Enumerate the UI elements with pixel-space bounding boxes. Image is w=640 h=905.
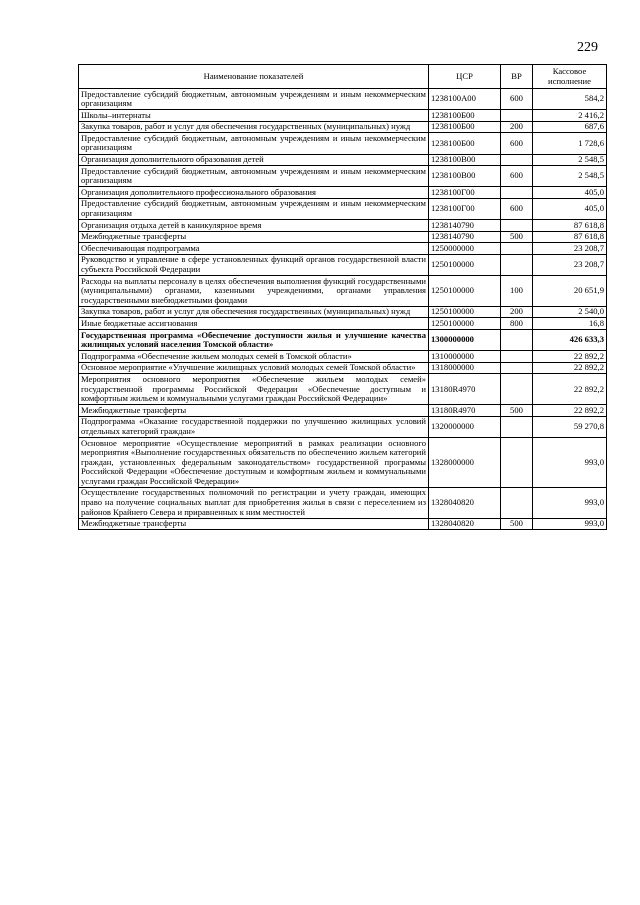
table-row xyxy=(79,487,607,518)
row-name: Предоставление субсидий бюджетным, автономным учреждениям и иным некоммерческим организациям xyxy=(79,198,429,219)
row-csr: 1328000000 xyxy=(429,438,501,488)
row-amount: 993,0 xyxy=(533,438,607,488)
row-vr xyxy=(501,438,533,488)
table-row xyxy=(79,121,607,133)
row-amount: 20 651,9 xyxy=(533,276,607,307)
table-row xyxy=(79,276,607,307)
row-csr: 1328040820 xyxy=(429,487,501,518)
row-csr: 1250000000 xyxy=(429,243,501,255)
table-row xyxy=(79,351,607,363)
row-vr xyxy=(501,487,533,518)
row-vr: 500 xyxy=(501,518,533,530)
row-amount: 426 633,3 xyxy=(533,330,607,351)
page-number: 229 xyxy=(577,40,598,55)
row-name: Закупка товаров, работ и услуг для обеспечения государственных (муниципальных) нужд xyxy=(79,306,429,318)
row-name: Организация отдыха детей в каникулярное время xyxy=(79,220,429,232)
row-vr: 600 xyxy=(501,133,533,154)
row-name: Основное мероприятие «Осуществление мероприятий в рамках реализации основного мероприятия «Выполнение государственных обязательств по обеспечению жильем категорий граждан, установленных федеральным законодательством» государственной программы Российской Федерации «Обеспечение доступным и комфортным жильем и коммунальными услугами граждан Российской Федерации» xyxy=(79,438,429,488)
row-csr: 1238140790 xyxy=(429,220,501,232)
row-csr: 1238100А00 xyxy=(429,89,501,110)
table-row xyxy=(79,518,607,530)
row-amount: 2 416,2 xyxy=(533,110,607,122)
row-csr: 1250100000 xyxy=(429,318,501,330)
row-name: Основное мероприятие «Улучшение жилищных условий молодых семей Томской области» xyxy=(79,362,429,374)
row-amount: 687,6 xyxy=(533,121,607,133)
table-row xyxy=(79,154,607,166)
table-row xyxy=(79,306,607,318)
row-amount: 22 892,2 xyxy=(533,351,607,363)
table-row xyxy=(79,374,607,405)
row-name: Осуществление государственных полномочий по регистрации и учету граждан, имеющих право на получение социальных выплат для приобретения жилья в связи с переселением из районов Крайнего Севера и приравненных к ним местностей xyxy=(79,487,429,518)
table-row xyxy=(79,198,607,219)
row-vr xyxy=(501,330,533,351)
row-csr: 1310000000 xyxy=(429,351,501,363)
header-csr: ЦСР xyxy=(429,65,501,89)
row-name: Мероприятия основного мероприятия «Обеспечение жильем молодых семей» государственной программы Российской Федерации «Обеспечение доступным и комфортным жильем и коммунальными услугами граждан Российской Федерации» xyxy=(79,374,429,405)
row-name: Расходы на выплаты персоналу в целях обеспечения выполнения функций государственными (муниципальными) органами, казенными учреждениями, органами управления государственными внебюджетными фондами xyxy=(79,276,429,307)
row-amount: 16,8 xyxy=(533,318,607,330)
table-row xyxy=(79,243,607,255)
row-vr xyxy=(501,110,533,122)
row-amount: 59 270,8 xyxy=(533,416,607,437)
header-name: Наименование показателей xyxy=(79,65,429,89)
row-amount: 2 548,5 xyxy=(533,154,607,166)
row-name: Руководство и управление в сфере установленных функций органов государственной власти субъекта Российской Федерации xyxy=(79,254,429,275)
table-row xyxy=(79,110,607,122)
row-vr: 600 xyxy=(501,166,533,187)
row-csr: 1238100Б00 xyxy=(429,133,501,154)
row-csr: 1318000000 xyxy=(429,362,501,374)
row-amount: 405,0 xyxy=(533,187,607,199)
row-csr: 1328040820 xyxy=(429,518,501,530)
table-row xyxy=(79,166,607,187)
row-csr: 1238100Б00 xyxy=(429,121,501,133)
row-csr: 1238100Б00 xyxy=(429,110,501,122)
row-vr xyxy=(501,243,533,255)
row-csr: 1238100Г00 xyxy=(429,198,501,219)
row-vr: 800 xyxy=(501,318,533,330)
row-name: Подпрограмма «Обеспечение жильем молодых семей в Томской области» xyxy=(79,351,429,363)
table-row xyxy=(79,133,607,154)
row-amount: 993,0 xyxy=(533,518,607,530)
row-csr: 1238140790 xyxy=(429,231,501,243)
row-name: Организация дополнительного образования детей xyxy=(79,154,429,166)
row-amount: 23 208,7 xyxy=(533,243,607,255)
row-vr: 200 xyxy=(501,121,533,133)
header-vr: ВР xyxy=(501,65,533,89)
row-amount: 22 892,2 xyxy=(533,374,607,405)
row-vr xyxy=(501,187,533,199)
row-vr: 200 xyxy=(501,306,533,318)
table-row xyxy=(79,187,607,199)
row-amount: 1 728,6 xyxy=(533,133,607,154)
table-row xyxy=(79,416,607,437)
row-amount: 23 208,7 xyxy=(533,254,607,275)
row-amount: 2 540,0 xyxy=(533,306,607,318)
row-csr: 1238100Г00 xyxy=(429,187,501,199)
table-body xyxy=(79,89,607,530)
row-name: Подпрограмма «Оказание государственной поддержки по улучшению жилищных условий отдельных категорий граждан» xyxy=(79,416,429,437)
table-row xyxy=(79,330,607,351)
row-vr xyxy=(501,351,533,363)
row-vr: 600 xyxy=(501,198,533,219)
table-row xyxy=(79,362,607,374)
budget-table xyxy=(78,64,607,530)
row-vr: 100 xyxy=(501,276,533,307)
row-csr: 1238100В00 xyxy=(429,166,501,187)
row-csr: 1250100000 xyxy=(429,254,501,275)
table-row xyxy=(79,220,607,232)
row-name: Межбюджетные трансферты xyxy=(79,405,429,417)
table-row xyxy=(79,231,607,243)
row-vr xyxy=(501,254,533,275)
row-amount: 2 548,5 xyxy=(533,166,607,187)
table-header-row xyxy=(79,65,607,89)
row-name: Предоставление субсидий бюджетным, автономным учреждениям и иным некоммерческим организациям xyxy=(79,166,429,187)
row-csr: 13180R4970 xyxy=(429,374,501,405)
row-csr: 1300000000 xyxy=(429,330,501,351)
table-row xyxy=(79,438,607,488)
row-vr xyxy=(501,220,533,232)
row-vr xyxy=(501,362,533,374)
row-csr: 1320000000 xyxy=(429,416,501,437)
row-amount: 993,0 xyxy=(533,487,607,518)
table-row xyxy=(79,318,607,330)
row-name: Межбюджетные трансферты xyxy=(79,518,429,530)
row-vr xyxy=(501,374,533,405)
row-csr: 1238100В00 xyxy=(429,154,501,166)
row-csr: 13180R4970 xyxy=(429,405,501,417)
row-name: Государственная программа «Обеспечение доступности жилья и улучшение качества жилищных условий населения Томской области» xyxy=(79,330,429,351)
row-vr xyxy=(501,154,533,166)
row-amount: 22 892,2 xyxy=(533,405,607,417)
row-amount: 22 892,2 xyxy=(533,362,607,374)
row-vr: 600 xyxy=(501,89,533,110)
row-amount: 87 618,8 xyxy=(533,231,607,243)
row-vr: 500 xyxy=(501,231,533,243)
row-name: Предоставление субсидий бюджетным, автономным учреждениям и иным некоммерческим организациям xyxy=(79,89,429,110)
row-amount: 405,0 xyxy=(533,198,607,219)
row-vr xyxy=(501,416,533,437)
row-name: Школы–интернаты xyxy=(79,110,429,122)
row-name: Иные бюджетные ассигнования xyxy=(79,318,429,330)
row-name: Предоставление субсидий бюджетным, автономным учреждениям и иным некоммерческим организациям xyxy=(79,133,429,154)
row-name: Обеспечивающая подпрограмма xyxy=(79,243,429,255)
row-csr: 1250100000 xyxy=(429,276,501,307)
row-name: Межбюджетные трансферты xyxy=(79,231,429,243)
table-row xyxy=(79,254,607,275)
header-amount: Кассовое исполнение xyxy=(533,65,607,89)
row-amount: 87 618,8 xyxy=(533,220,607,232)
row-vr: 500 xyxy=(501,405,533,417)
row-name: Закупка товаров, работ и услуг для обеспечения государственных (муниципальных) нужд xyxy=(79,121,429,133)
row-name: Организация дополнительного профессионального образования xyxy=(79,187,429,199)
table-row xyxy=(79,89,607,110)
row-amount: 584,2 xyxy=(533,89,607,110)
table-row xyxy=(79,405,607,417)
row-csr: 1250100000 xyxy=(429,306,501,318)
